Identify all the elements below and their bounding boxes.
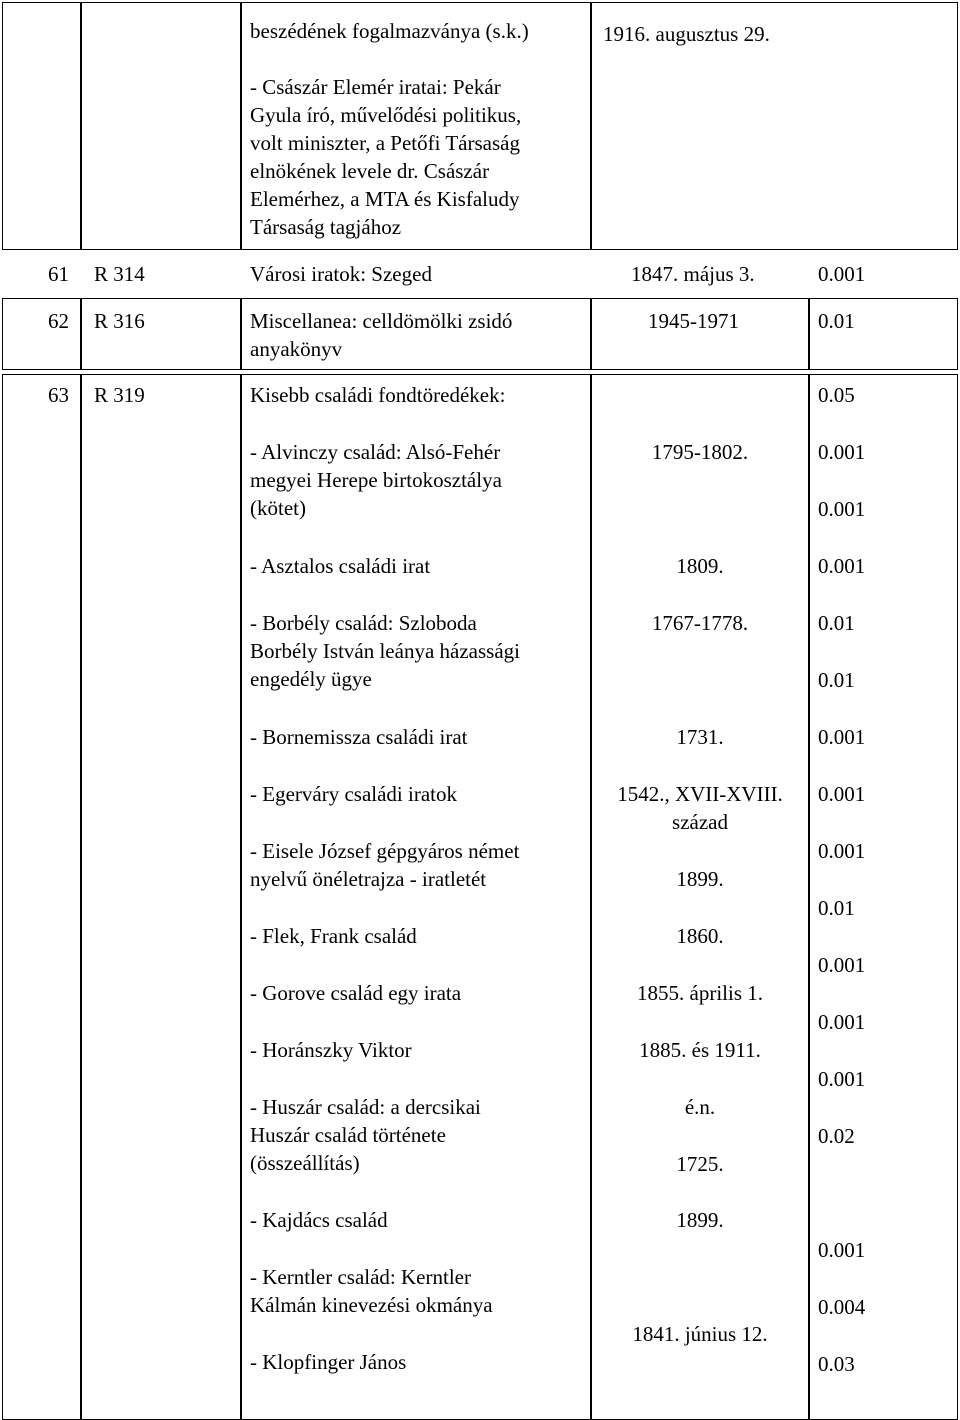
entry-size: 0.01 [818,611,855,635]
entry-date: 1542., XVII-XVIII. [617,782,783,806]
entry-eisele-line: - Eisele József gépgyáros német [250,839,520,863]
row-61-desc: Városi iratok: Szeged [250,262,432,286]
entry-flek: - Flek, Frank család [250,924,417,948]
entry-date: 1841. június 12. [632,1322,768,1346]
entry-date: 1767-1778. [651,611,749,635]
entry-date: század [672,810,728,834]
row-62-desc-line: anyakönyv [250,337,343,361]
cont-sub-line: - Császár Elemér iratai: Pekár [250,75,501,99]
entry-size: 0.02 [818,1124,855,1148]
entry-size: 0.004 [818,1295,866,1319]
cont-sub-line: elnökének levele dr. Császár [250,159,490,183]
entry-size: 0.001 [818,725,866,749]
entry-klopfinger: - Klopfinger János [250,1350,407,1374]
entry-date: 1725. [676,1152,724,1176]
entry-alvinczy-line: - Alvinczy család: Alsó-Fehér [250,440,501,464]
entry-date: 1860. [676,924,724,948]
entry-date: 1731. [676,725,724,749]
entry-borbely-line: - Borbély család: Szloboda [250,611,477,635]
row-62-size: 0.01 [818,309,855,333]
entry-alvinczy-line: megyei Herepe birtokosztálya [250,468,502,492]
row-62-num-cell [2,298,82,370]
entry-size: 0.01 [818,668,855,692]
entry-huszar-line: Huszár család története [250,1123,446,1147]
entry-borbely-line: engedély ügye [250,667,372,691]
entry-size: 0.001 [818,839,866,863]
entry-date: 1885. és 1911. [639,1038,761,1062]
cont-sig-cell [80,2,242,250]
cont-desc-line: beszédének fogalmazványa (s.k.) [250,19,529,43]
entry-date: 1855. április 1. [637,981,763,1005]
row-63-num-cell [2,374,82,1420]
entry-bornemissza: - Bornemissza családi irat [250,725,468,749]
entry-size: 0.001 [818,1010,866,1034]
row-63-date-cell [590,374,810,1420]
entry-kajdacs: - Kajdács család [250,1208,388,1232]
entry-asztalos: - Asztalos családi irat [250,554,431,578]
entry-size: 0.001 [818,782,866,806]
entry-huszar-line: - Huszár család: a dercsikai [250,1095,481,1119]
row-63-num: 63 [48,383,69,407]
cont-date: 1916. augusztus 29. [603,22,770,46]
entry-date: 1795-1802. [651,440,749,464]
entry-date: 1899. [676,867,724,891]
entry-size: 0.03 [818,1352,855,1376]
entry-kerntler-line: - Kerntler család: Kerntler [250,1265,471,1289]
entry-size: 0.001 [818,497,866,521]
entry-size: 0.05 [818,383,855,407]
entry-date: 1809. [676,554,724,578]
row-61-num: 61 [48,262,69,286]
row-62-sig: R 316 [94,309,145,333]
row-62-num: 62 [48,309,69,333]
entry-gorove: - Gorove család egy irata [250,981,462,1005]
entry-horanszky: - Horánszky Viktor [250,1038,412,1062]
entry-size: 0.001 [818,953,866,977]
row-63-sig-cell [80,374,242,1420]
entry-size: 0.001 [818,1067,866,1091]
cont-sub-line: Elemérhez, a MTA és Kisfaludy [250,187,520,211]
row-61-size: 0.001 [818,262,866,286]
entry-huszar-line: (összeállítás) [250,1151,360,1175]
entry-date: 1899. [676,1208,724,1232]
row-61-sig: R 314 [94,262,145,286]
entry-eisele-line: nyelvű önéletrajza - iratletét [250,867,487,891]
entry-size: 0.001 [818,440,866,464]
entry-size: 0.001 [818,554,866,578]
row-61-date: 1847. május 3. [631,262,755,286]
entry-alvinczy-line: (kötet) [250,496,306,520]
entry-borbely-line: Borbély István leánya házassági [250,639,520,663]
entry-egervary: - Egerváry családi iratok [250,782,457,806]
cont-num-cell [2,2,82,250]
cont-sub-line: volt miniszter, a Petőfi Társaság [250,131,520,155]
entry-size: 0.01 [818,896,855,920]
row-63-desc: Kisebb családi fondtöredékek: [250,383,506,407]
cont-sub-line: Gyula író, művelődési politikus, [250,103,522,127]
cont-sub-line: Társaság tagjához [250,215,402,239]
entry-kerntler-line: Kálmán kinevezési okmánya [250,1293,493,1317]
row-63-sig: R 319 [94,383,145,407]
row-62-desc-line: Miscellanea: celldömölki zsidó [250,309,513,333]
entry-date: é.n. [684,1095,716,1119]
row-62-date: 1945-1971 [648,309,739,333]
entry-size: 0.001 [818,1238,866,1262]
